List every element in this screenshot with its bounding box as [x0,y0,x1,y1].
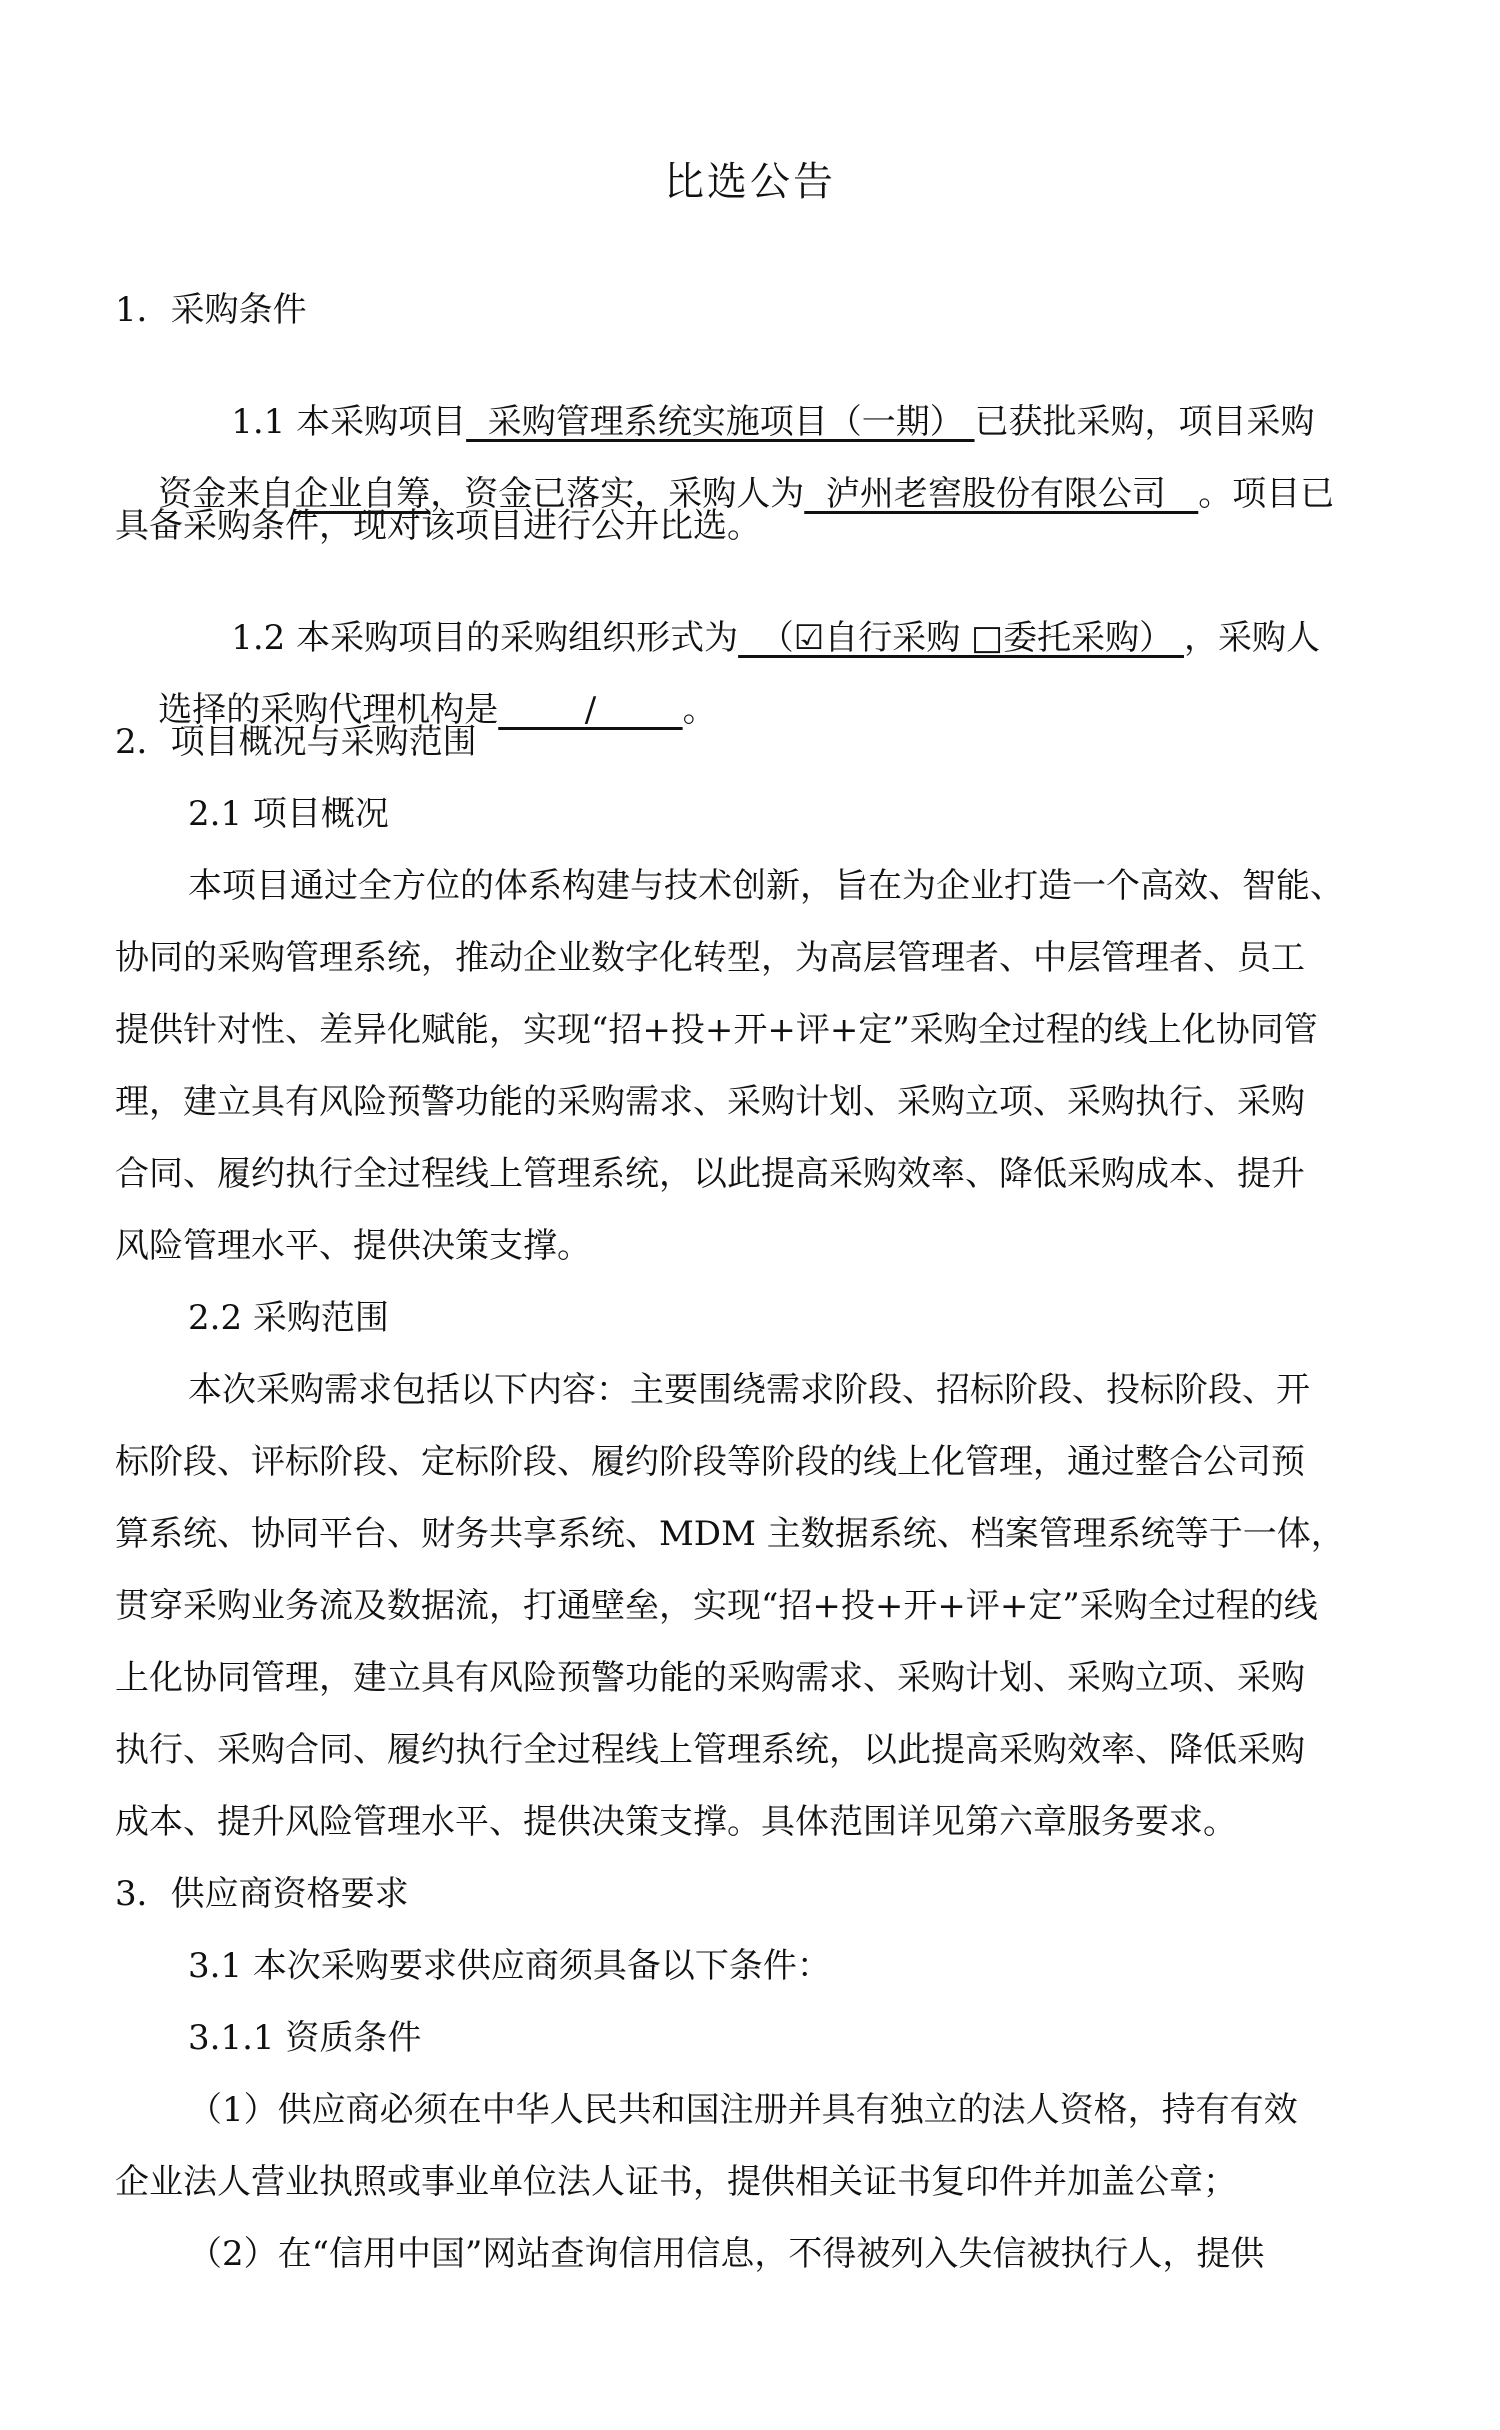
paragraph-line: 执行、采购合同、履约执行全过程线上管理系统，以此提高采购效率、降低采购 [115,1730,1305,1770]
paragraph-line: 算系统、协同平台、财务共享系统、MDM 主数据系统、档案管理系统等于一体， [115,1514,1345,1554]
paragraph-line: 合同、履约执行全过程线上管理系统，以此提高采购效率、降低采购成本、提升 [115,1154,1305,1194]
text-run: 选择的采购代理机构是 [158,690,499,730]
document-title: 比选公告 [664,159,836,205]
paragraph-line: 理，建立具有风险预警功能的采购需求、采购计划、采购立项、采购执行、采购 [115,1082,1305,1122]
project-name: 采购管理系统实施项目（一期） [466,402,975,442]
subsection-heading: 2.2 采购范围 [188,1298,389,1338]
paragraph-line: 贯穿采购业务流及数据流，打通壁垒，实现“招+投+开+评+定”采购全过程的线 [115,1586,1318,1626]
text-run: 。 [682,690,717,730]
paragraph-line: 具备采购条件，现对该项目进行公开比选。 [115,506,761,546]
paragraph-line: 上化协同管理，建立具有风险预警功能的采购需求、采购计划、采购立项、采购 [115,1658,1305,1698]
text-run: 1.1 本采购项目 [231,402,467,442]
paragraph-line: （2）在“信用中国”网站查询信用信息，不得被列入失信被执行人，提供 [188,2234,1265,2274]
text-run: 资金来自 [158,474,295,514]
text-run: ，资金已落实，采购人为 [430,474,805,514]
text-run: 。项目已 [1198,474,1335,514]
subsection-heading: 2.1 项目概况 [188,794,389,834]
paragraph-line: 成本、提升风险管理水平、提供决策支撑。具体范围详见第六章服务要求。 [115,1802,1237,1842]
section-heading-1: 1．采购条件 [115,290,307,330]
purchaser-name: 泸州老窖股份有限公司 [804,474,1199,514]
paragraph-line: （1）供应商必须在中华人民共和国注册并具有独立的法人资格，持有有效 [188,2090,1298,2130]
paragraph-line: 提供针对性、差异化赋能，实现“招+投+开+评+定”采购全过程的线上化协同管 [115,1010,1318,1050]
text-run: ，采购人 [1183,618,1320,658]
paragraph-line: 协同的采购管理系统，推动企业数字化转型，为高层管理者、中层管理者、员工 [115,938,1305,978]
paragraph-line: 本项目通过全方位的体系构建与技术创新，旨在为企业打造一个高效、智能、 [188,866,1344,906]
paragraph-line: 风险管理水平、提供决策支撑。 [115,1226,591,1266]
text-run: 1.2 本采购项目的采购组织形式为 [231,618,739,658]
paragraph-line: 标阶段、评标阶段、定标阶段、履约阶段等阶段的线上化管理，通过整合公司预 [115,1442,1305,1482]
subsection-heading: 3.1.1 资质条件 [188,2018,422,2058]
section-heading-2: 2．项目概况与采购范围 [115,722,477,762]
paragraph-line: 本次采购需求包括以下内容：主要围绕需求阶段、招标阶段、投标阶段、开 [188,1370,1310,1410]
paragraph-line: 企业法人营业执照或事业单位法人证书，提供相关证书复印件并加盖公章； [115,2162,1237,2202]
procurement-form: （☑自行采购 □委托采购） [738,618,1184,658]
funding-source: 企业自筹 [294,474,431,514]
agency-blank: / [498,690,683,730]
subsection-heading: 3.1 本次采购要求供应商须具备以下条件： [188,1946,831,1986]
text-run: 已获批采购，项目采购 [974,402,1315,442]
section-heading-3: 3．供应商资格要求 [115,1874,409,1914]
